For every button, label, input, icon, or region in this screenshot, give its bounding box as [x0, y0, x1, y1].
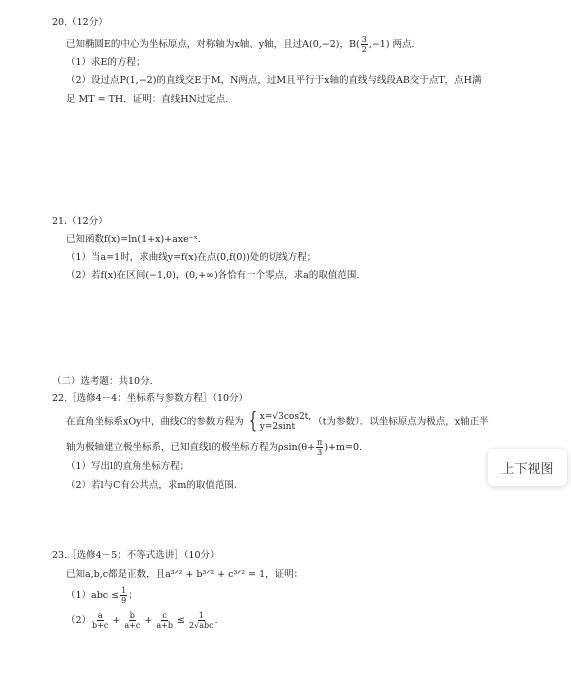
q23-frac-a: [92, 611, 108, 630]
q22-part2: （2）若l与C有公共点，求m的取值范围.: [66, 480, 237, 491]
q22-eq1: x=√3cos2t,: [259, 412, 312, 422]
frac-num: c: [162, 611, 167, 620]
q22-intro: [66, 411, 489, 433]
brace-icon: {: [248, 409, 257, 434]
q21-heading: 21.（12分）: [52, 216, 108, 227]
q23-frac-c: [156, 611, 173, 630]
q23-part2: [66, 611, 218, 630]
q23-part1-a: （1）abc ≤: [66, 590, 120, 601]
q23-part2-end: .: [214, 615, 218, 626]
plus-sign: +: [144, 615, 153, 626]
q23-part1: [66, 586, 138, 605]
q20-intro-A: A(0,−2)，B(: [302, 39, 360, 50]
q22-line2-b: )+m=0.: [324, 442, 363, 453]
q22-param-system: [246, 411, 311, 433]
q23-part2-label: （2）: [66, 615, 92, 626]
q23-intro: 已知a,b,c都是正数，且a³ᐟ² + b³ᐟ² + c³ᐟ² = 1，证明：: [66, 569, 304, 580]
section-heading: （二）选考题：共10分.: [52, 376, 153, 387]
q20-heading: 20.（12分）: [52, 17, 108, 28]
plus-sign: +: [112, 615, 121, 626]
frac-den: 3: [317, 448, 323, 457]
frac-den: b+c: [92, 621, 109, 630]
frac-den: 2√abc: [189, 621, 214, 630]
q22-intro-a: 在直角坐标系xOy中，曲线C的参数方程为: [66, 416, 244, 428]
q23-part1-b: ；: [128, 590, 138, 601]
frac-den: a+c: [124, 621, 141, 630]
frac-num: 1: [121, 586, 127, 595]
q22-part1: （1）写出l的直角坐标方程；: [66, 461, 190, 472]
q20-frac-b: [361, 35, 368, 54]
le-sign: ≤: [177, 615, 185, 626]
q20-part2-cont: 足 MT = TH．证明：直线HN过定点.: [66, 94, 229, 105]
q21-intro: 已知函数f(x)=ln(1+x)+axe⁻ˣ.: [66, 234, 201, 245]
q22-line2-a: 轴为极轴建立极坐标系，已知直线l的极坐标方程为ρsin(θ+: [66, 442, 316, 453]
frac-num: 3: [361, 35, 367, 44]
frac-num: b: [129, 611, 135, 620]
q23-frac-b: [124, 611, 140, 630]
q22-line2: [66, 438, 362, 457]
frac-num: a: [97, 611, 103, 620]
frac-den: 9: [121, 596, 127, 605]
q20-part1: （1）求E的方程；: [66, 57, 146, 68]
q21-part2: （2）若f(x)在区间(−1,0)，(0,+∞)各恰有一个零点，求a的取值范围.: [66, 270, 360, 281]
frac-den: a+b: [156, 621, 173, 630]
q23-frac-1-9: [120, 586, 127, 605]
q20-intro-b: ,−1) 两点.: [368, 39, 415, 50]
q22-heading: 22.［选修4－4：坐标系与参数方程］（10分）: [52, 393, 249, 404]
q23-heading: 23.［选修4－5：不等式选讲］（10分）: [52, 550, 220, 561]
q23-frac-rhs: [189, 611, 214, 630]
q22-intro-b: （t为参数）．以坐标原点为极点，x轴正半: [313, 416, 489, 428]
frac-num: π: [317, 438, 323, 447]
view-toggle-button[interactable]: 上下视图: [488, 449, 567, 486]
q21-part1: （1）当a=1时，求曲线y=f(x)在点(0,f(0))处的切线方程；: [66, 252, 317, 263]
frac-den: 2: [361, 45, 367, 54]
q22-eq2: y=2sint: [259, 422, 296, 432]
q20-part2: （2）设过点P(1,−2)的直线交E于M，N两点，过M且平行于x轴的直线与线段AB交于点T，点H满: [66, 75, 482, 86]
q20-intro-a: 已知椭圆E的中心为坐标原点，对称轴为x轴、y轴，且过: [66, 39, 303, 50]
q20-intro: [66, 35, 415, 54]
frac-num: 1: [198, 611, 204, 620]
q22-frac-pi: [316, 438, 323, 457]
